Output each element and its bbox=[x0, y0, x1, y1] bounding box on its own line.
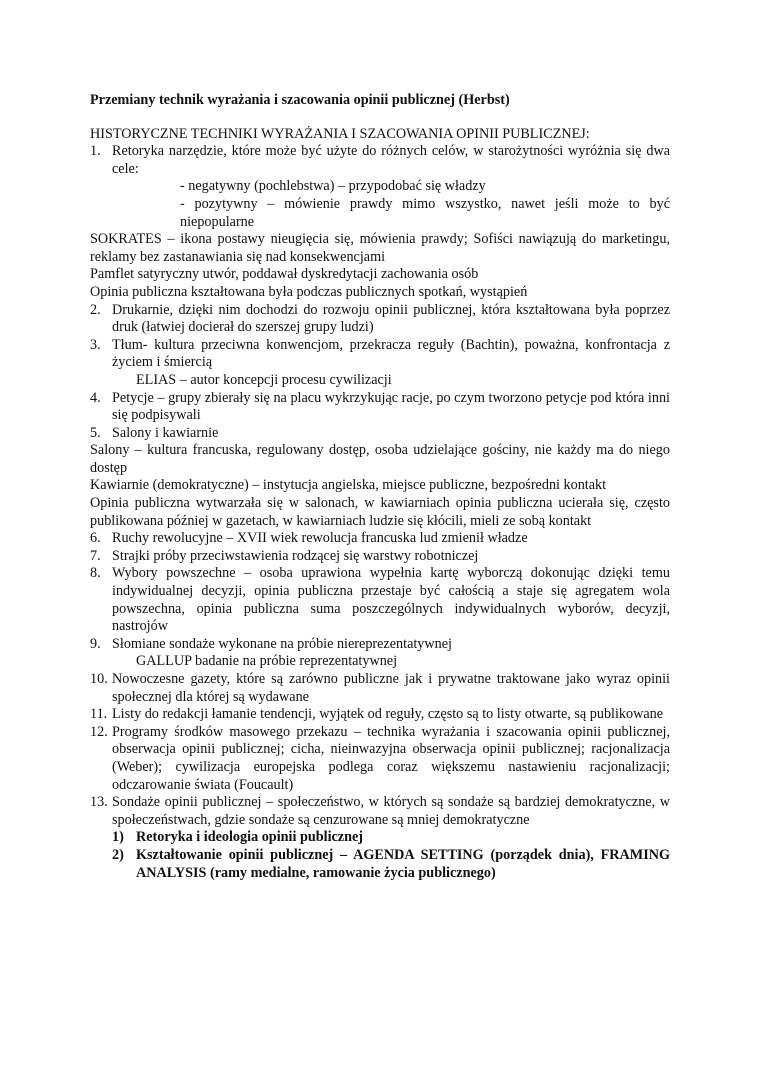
list-item: 9. Słomiane sondaże wykonane na próbie niereprezentatywnej bbox=[90, 635, 452, 652]
list-item: 2. Drukarnie, dzięki nim dochodzi do rozwoju opinii publicznej, która kształtowana była poprzez druk (łatwiej docierał do szerszej grupy ludzi) bbox=[90, 301, 670, 336]
document-body bbox=[90, 92, 670, 882]
list-item: 8. Wybory powszechne – osoba uprawiona wypełnia kartę wyborczą dokonując dzięki temu indywidualnej decyzji, opinia publiczna przestaje być całością a staje się agregatem wola powszechna, opinia publiczna suma poszczególnych indywidualnych wyborów, decyzji, nastrojów bbox=[90, 565, 670, 635]
list-item: 1. Retoryka narzędzie, które może być użyte do różnych celów, w starożytności wyróżnia się dwa cele: bbox=[90, 143, 670, 177]
paragraph: ELIAS – autor koncepcji procesu cywilizacji bbox=[136, 371, 392, 388]
list-item: 10. Nowoczesne gazety, które są zarówno publiczne jak i prywatne traktowane jako wyraz opinii społecznej dla której są wydawane bbox=[90, 671, 670, 705]
list-item: 13. Sondaże opinii publicznej – społeczeństwo, w których są sondaże są bardziej demokratyczne, w społeczeństwach, gdzie sondaże są cenzurowane są mniej demokratyczne bbox=[90, 794, 670, 828]
section-heading: HISTORYCZNE TECHNIKI WYRAŻANIA I SZACOWANIA OPINII PUBLICZNEJ: bbox=[90, 125, 590, 142]
bold-sub-item: 1) Retoryka i ideologia opinii publicznej bbox=[112, 829, 364, 846]
document-title: Przemiany technik wyrażania i szacowania opinii publicznej (Herbst) bbox=[90, 92, 510, 108]
list-item: 3. Tłum- kultura przeciwna konwencjom, przekracza reguły (Bachtin), poważna, konfrontacja z życiem i śmiercią bbox=[90, 336, 670, 371]
paragraph: SOKRATES – ikona postawy nieugięcia się, mówienia prawdy; Sofiści nawiązują do marketingu, reklamy bez zastanawiania się nad konsekwencjami bbox=[90, 231, 670, 265]
paragraph: GALLUP badanie na próbie reprezentatywnej bbox=[136, 653, 398, 670]
list-item: 11. Listy do redakcji łamanie tendencji, wyjątek od reguły, często są to listy otwarte, są publikowane bbox=[90, 706, 664, 723]
list-item: 6. Ruchy rewolucyjne – XVII wiek rewolucja francuska lud zmienił władze bbox=[90, 530, 528, 547]
paragraph: Pamflet satyryczny utwór, poddawał dyskredytacji zachowania osób bbox=[90, 266, 479, 283]
list-item: 5. Salony i kawiarnie bbox=[90, 424, 219, 441]
paragraph: Opinia publiczna wytwarzała się w salonach, w kawiarniach opinia publiczna ucierała się, często publikowana później w gazetach, w kawiarniach ludzie się kłócili, mieli ze sobą kontakt bbox=[90, 495, 670, 529]
paragraph: Kawiarnie (demokratyczne) – instytucja angielska, miejsce publiczne, bezpośredni kontakt bbox=[90, 477, 607, 494]
list-item: 7. Strajki próby przeciwstawienia rodzącej się warstwy robotniczej bbox=[90, 547, 479, 564]
sub-item: - pozytywny – mówienie prawdy mimo wszystko, nawet jeśli może to być niepopularne bbox=[180, 195, 670, 230]
list-item: 12. Programy środków masowego przekazu – technika wyrażania i szacowania opinii publicznej, obserwacja opinii publicznej; cicha, nieinwazyjna obserwacja opinii publicznej; racjonalizacja (Weber); cywilizacja europejska podlega coraz większemu nastawieniu racjonalizacji; odczarowanie świata (Foucault) bbox=[90, 723, 670, 793]
bold-sub-item: 2) Kształtowanie opinii publicznej – AGENDA SETTING (porządek dnia), FRAMING ANALYSIS (ramy medialne, ramowanie życia publicznego) bbox=[112, 846, 670, 881]
list-item: 4. Petycje – grupy zbierały się na placu wykrzykując racje, po czym tworzono petycje pod która inni się podpisywali bbox=[90, 389, 670, 424]
paragraph: Opinia publiczna kształtowana była podczas publicznych spotkań, wystąpień bbox=[90, 283, 528, 300]
paragraph: Salony – kultura francuska, regulowany dostęp, osoba udzielające gościny, nie każdy ma do niego dostęp bbox=[90, 442, 670, 476]
sub-list bbox=[90, 178, 670, 231]
sub-item: - negatywny (pochlebstwa) – przypodobać się władzy bbox=[180, 178, 486, 195]
